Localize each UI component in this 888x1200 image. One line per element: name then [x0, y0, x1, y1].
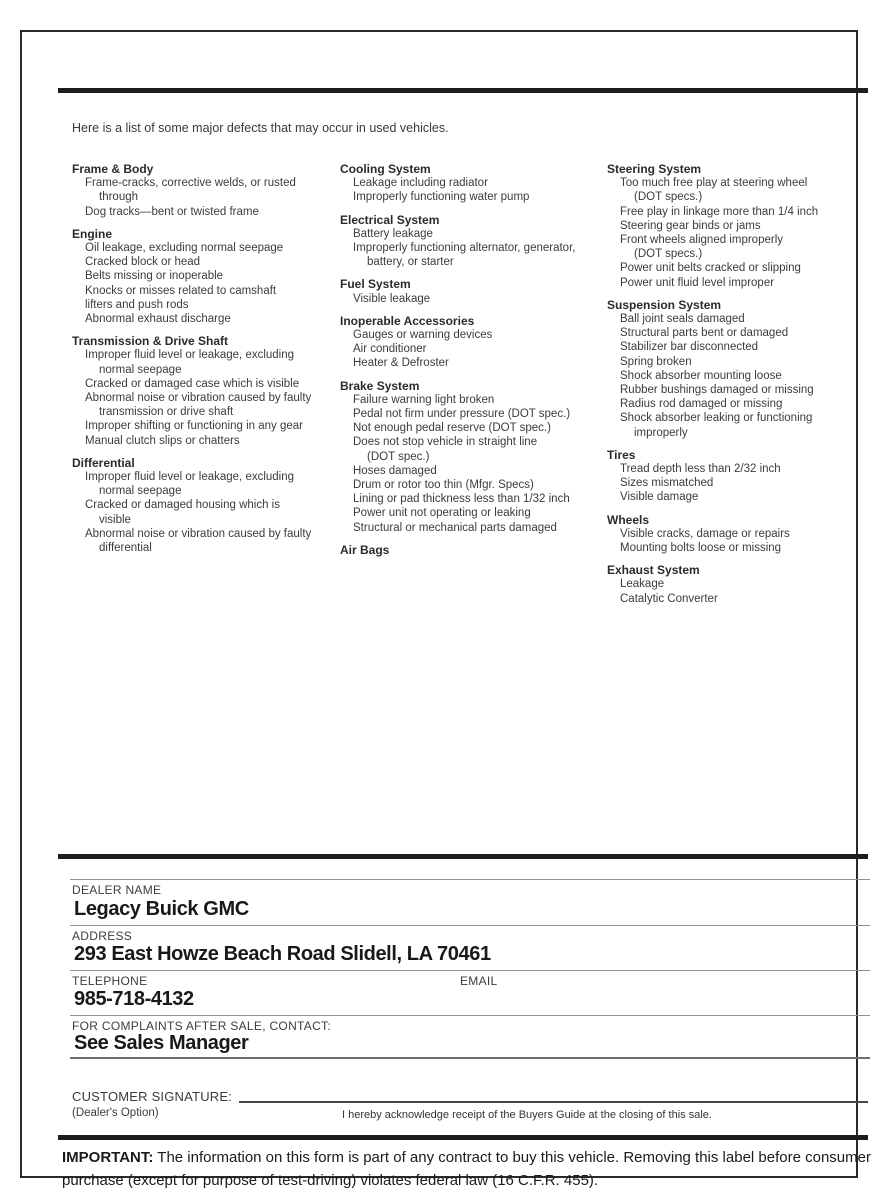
- defect-item-line: Radius rod damaged or missing: [620, 398, 783, 411]
- defect-item-line: Front wheels aligned improperly: [620, 234, 783, 247]
- defect-item-line: Air conditioner: [353, 343, 427, 356]
- signature-acknowledgment-text: I hereby acknowledge receipt of the Buyers Guide at the closing of this sale.: [342, 1109, 712, 1121]
- defect-item-line: Cracked block or head: [85, 256, 201, 269]
- defect-item-line: Pedal not firm under pressure (DOT spec.): [353, 408, 571, 421]
- defect-item-line: Hoses damaged: [353, 464, 437, 477]
- dealer-section-rule: [58, 854, 868, 859]
- defect-item-line: visible: [99, 513, 131, 526]
- field-line: [70, 1057, 870, 1059]
- defect-item-line: Cracked or damaged case which is visible: [85, 377, 300, 390]
- defect-item-line: Visible damage: [620, 491, 699, 504]
- important-section-rule: [58, 1135, 868, 1140]
- defect-section: [607, 513, 862, 556]
- defect-item-line: Abnormal exhaust discharge: [85, 313, 231, 326]
- defect-section-title: Wheels: [607, 512, 650, 527]
- address-value: 293 East Howze Beach Road Slidell, LA 70461: [74, 943, 491, 965]
- important-text: The information on this form is part of any contract to buy this vehicle. Removing this label before consumer purchase (except for purpose of test-driving) violates federal law (16 C.F.R. 455).: [62, 1149, 871, 1189]
- defect-item-line: Oil leakage, excluding normal seepage: [85, 242, 284, 255]
- dealers-option-note: (Dealer's Option): [72, 1107, 159, 1119]
- customer-signature-label: CUSTOMER SIGNATURE:: [72, 1089, 233, 1104]
- defect-item-line: differential: [99, 542, 152, 555]
- intro-text: Here is a list of some major defects that may occur in used vehicles.: [72, 121, 449, 135]
- email-label: EMAIL: [460, 974, 498, 988]
- defect-section-title: Suspension System: [607, 297, 722, 312]
- defect-item-line: Dog tracks—bent or twisted frame: [85, 205, 259, 218]
- defect-item-line: Failure warning light broken: [353, 393, 495, 406]
- defect-section: [607, 298, 862, 440]
- defect-section-title: Differential: [72, 455, 135, 470]
- defect-column-1: [72, 162, 340, 606]
- defect-item-line: Power unit fluid level improper: [620, 276, 775, 289]
- defect-item-line: (DOT specs.): [634, 248, 703, 261]
- defect-section: [340, 379, 607, 535]
- defect-section: [607, 448, 862, 505]
- telephone-label: TELEPHONE: [72, 974, 148, 988]
- field-line: [70, 1015, 870, 1016]
- defect-section-title: Steering System: [607, 162, 702, 176]
- defect-section-title: Frame & Body: [72, 162, 154, 176]
- complaints-contact-label: FOR COMPLAINTS AFTER SALE, CONTACT:: [72, 1019, 331, 1033]
- defect-item-line: Too much free play at steering wheel: [620, 177, 808, 190]
- field-line: [70, 925, 870, 926]
- defect-item-line: Heater & Defroster: [353, 357, 449, 370]
- defect-section-title: Engine: [72, 226, 113, 241]
- defect-item-line: Free play in linkage more than 1/4 inch: [620, 205, 819, 218]
- defect-section-title: Tires: [607, 447, 636, 462]
- defect-section: [607, 563, 862, 606]
- defect-item-line: Battery leakage: [353, 227, 433, 240]
- important-notice: [62, 1147, 874, 1192]
- defect-section-title: Electrical System: [340, 212, 440, 227]
- defect-item-line: Steering gear binds or jams: [620, 219, 761, 232]
- defect-item-line: Improperly functioning water pump: [353, 191, 530, 204]
- defect-item-line: Catalytic Converter: [620, 592, 718, 605]
- defect-section-title: Cooling System: [340, 162, 431, 176]
- defect-section-title: Exhaust System: [607, 563, 700, 578]
- defect-section: [72, 227, 340, 326]
- defect-section: [340, 213, 607, 270]
- defect-item-line: lifters and push rods: [85, 298, 189, 311]
- defect-item-line: Abnormal noise or vibration caused by faulty: [85, 527, 312, 540]
- defect-item-line: Leakage: [620, 578, 665, 591]
- defect-section: [607, 162, 862, 290]
- field-line: [70, 970, 870, 971]
- defect-section: [72, 334, 340, 448]
- defect-item-line: Power unit belts cracked or slipping: [620, 262, 801, 275]
- defect-item-line: transmission or drive shaft: [99, 406, 234, 419]
- defect-item-line: (DOT spec.): [367, 450, 430, 463]
- defect-section-title: Inoperable Accessories: [340, 313, 475, 328]
- defect-item-line: Gauges or warning devices: [353, 329, 493, 342]
- defect-section: [340, 277, 607, 305]
- defect-item-line: Manual clutch slips or chatters: [85, 434, 240, 447]
- dealer-name-label: DEALER NAME: [72, 883, 162, 897]
- defect-item-line: Structural parts bent or damaged: [620, 327, 789, 340]
- defect-section: [340, 162, 607, 205]
- defect-item-line: through: [99, 191, 139, 204]
- defect-item-line: Improper fluid level or leakage, excluding: [85, 349, 295, 362]
- defect-item-line: normal seepage: [99, 485, 182, 498]
- defect-item-line: Frame-cracks, corrective welds, or rusted: [85, 177, 296, 190]
- defect-section-title: Fuel System: [340, 277, 411, 292]
- defect-item-line: Abnormal noise or vibration caused by faulty: [85, 392, 312, 405]
- defect-item-line: battery, or starter: [367, 256, 454, 269]
- address-label: ADDRESS: [72, 929, 133, 943]
- defect-item-line: Structural or mechanical parts damaged: [353, 521, 557, 534]
- defect-item-line: (DOT specs.): [634, 191, 703, 204]
- defect-item-line: Mounting bolts loose or missing: [620, 542, 782, 555]
- defect-section: [340, 543, 607, 557]
- buyers-guide-sheet: [20, 30, 871, 1189]
- defect-item-line: Not enough pedal reserve (DOT spec.): [353, 422, 551, 435]
- defect-item-line: Leakage including radiator: [353, 177, 488, 190]
- defect-section: [72, 162, 340, 219]
- defect-section-title: Brake System: [340, 378, 420, 393]
- important-label: IMPORTANT:: [62, 1149, 154, 1166]
- defect-item-line: Shock absorber mounting loose: [620, 369, 782, 382]
- telephone-value: 985-718-4132: [74, 988, 194, 1010]
- defect-item-line: Power unit not operating or leaking: [353, 507, 531, 520]
- defect-item-line: Rubber bushings damaged or missing: [620, 384, 814, 397]
- field-line: [70, 879, 870, 880]
- defect-item-line: Stabilizer bar disconnected: [620, 341, 759, 354]
- defect-item-line: Improper fluid level or leakage, excluding: [85, 471, 295, 484]
- dealer-name-value: Legacy Buick GMC: [74, 898, 249, 920]
- defect-item-line: Shock absorber leaking or functioning: [620, 412, 813, 425]
- defect-item-line: Belts missing or inoperable: [85, 270, 224, 283]
- defect-item-line: Ball joint seals damaged: [620, 313, 745, 326]
- defect-item-line: Drum or rotor too thin (Mfgr. Specs): [353, 479, 534, 492]
- defect-item-line: Sizes mismatched: [620, 477, 714, 490]
- defect-item-line: Lining or pad thickness less than 1/32 inch: [353, 493, 570, 506]
- defect-item-line: Does not stop vehicle in straight line: [353, 436, 538, 449]
- defect-item-line: normal seepage: [99, 363, 182, 376]
- customer-signature-line[interactable]: [239, 1101, 868, 1103]
- complaints-contact-value: See Sales Manager: [74, 1032, 249, 1054]
- top-rule: [58, 88, 868, 93]
- defect-columns: [72, 162, 862, 606]
- defect-item-line: Visible cracks, damage or repairs: [620, 527, 790, 540]
- defect-section-title: Transmission & Drive Shaft: [72, 334, 229, 349]
- defect-item-line: Cracked or damaged housing which is: [85, 499, 280, 512]
- defect-item-line: Spring broken: [620, 355, 692, 368]
- defect-section-title: Air Bags: [340, 542, 390, 557]
- defect-column-3: [607, 162, 862, 606]
- defect-item-line: Tread depth less than 2/32 inch: [620, 463, 781, 476]
- defect-item-line: Visible leakage: [353, 292, 431, 305]
- defect-column-2: [340, 162, 607, 606]
- defect-section: [340, 314, 607, 371]
- defect-item-line: Improper shifting or functioning in any gear: [85, 420, 303, 433]
- defect-item-line: Knocks or misses related to camshaft: [85, 284, 277, 297]
- defect-item-line: Improperly functioning alternator, generator,: [353, 242, 576, 255]
- defect-item-line: improperly: [634, 426, 688, 439]
- defect-section: [72, 456, 340, 555]
